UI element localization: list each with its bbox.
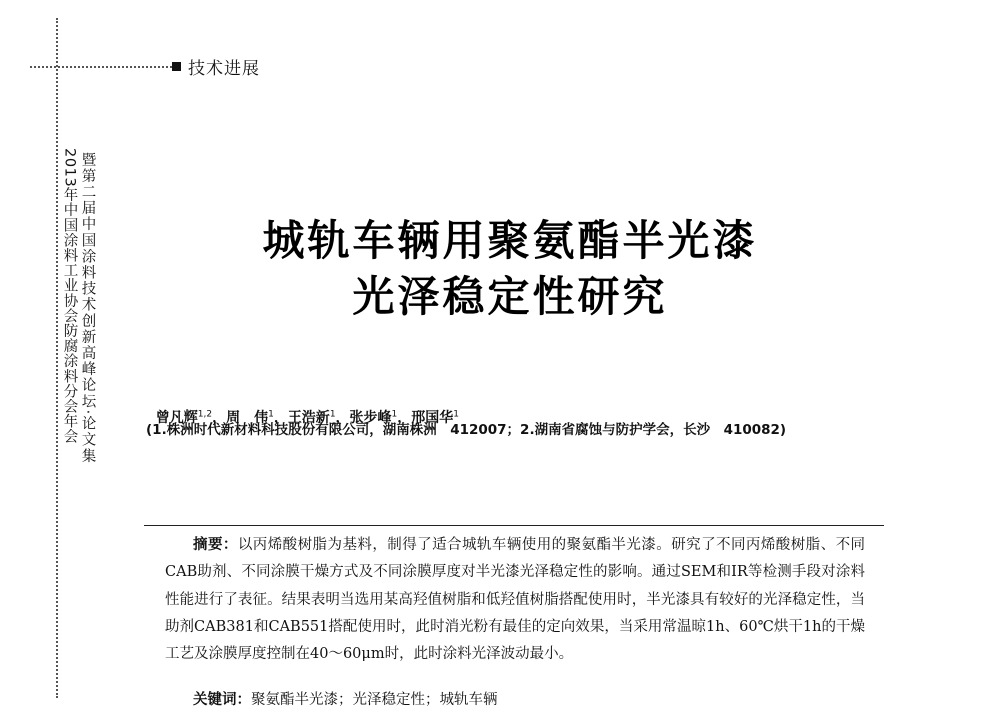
author-separator: ， xyxy=(273,410,288,426)
abstract-label: 摘要： xyxy=(193,537,238,553)
keyword-item: 聚氨酯半光漆 xyxy=(251,692,338,708)
side-text-line2: 2013年中国涂料工业协会防腐涂料分会年会 xyxy=(61,148,78,445)
author-separator: ， xyxy=(335,410,350,426)
keywords-label: 关键词： xyxy=(193,692,251,708)
author-name: 邢国华 xyxy=(411,410,454,426)
section-label: 技术进展 xyxy=(188,59,260,79)
margin-dotted-line xyxy=(56,18,58,698)
side-text-line1: 暨第二届中国涂料技术创新高峰论坛·论文集 xyxy=(79,152,96,465)
author-name: 王浩新 xyxy=(287,410,330,426)
keyword-item: 城轨车辆 xyxy=(439,692,498,708)
author-separator: ， xyxy=(397,410,412,426)
title-line1: 城轨车辆用聚氨酯半光漆 xyxy=(262,216,758,265)
keyword-item: 光泽稳定性 xyxy=(352,692,425,708)
author-affil-mark: 1 xyxy=(329,409,336,420)
author-separator: ， xyxy=(212,410,227,426)
keyword-separator: ； xyxy=(425,692,440,708)
author-name: 曾凡辉 xyxy=(155,410,198,426)
header-dotted-leader xyxy=(30,66,172,68)
author-affil-mark: 1 xyxy=(268,409,274,420)
author-affil-mark: 1 xyxy=(391,409,398,420)
keywords xyxy=(193,688,498,709)
abstract-text: 以丙烯酸树脂为基料，制得了适合城轨车辆使用的聚氨酯半光漆。研究了不同丙烯酸树脂、不同CAB助剂、不同涂膜干燥方式及不同涂膜厚度对半光漆光泽稳定性的影响。通过SEM和IR等检测手段对涂料性能进行了表征。结果表明当选用某高羟值树脂和低羟值树脂搭配使用时，半光漆具有较好的光泽稳定性，当助剂CAB381和CAB551搭配使用时，此时消光粉有最佳的定向效果，当采用常温晾1h、60℃烘干1h的干燥工艺及涂膜厚度控制在40～60μm时，此时涂料光泽波动最小。 xyxy=(165,537,866,663)
author-affil-mark: 1 xyxy=(453,409,460,420)
author-affil-mark: 1,2 xyxy=(197,409,213,420)
affiliation: (1.株洲时代新材料科技股份有限公司，湖南株洲 412007；2.湖南省腐蚀与防护学会，长沙 410082) xyxy=(146,422,787,438)
author-name: 张步峰 xyxy=(349,410,392,426)
abstract xyxy=(165,532,865,668)
header-square-icon xyxy=(172,62,181,71)
author-name: 周 伟 xyxy=(226,410,269,426)
title-line2: 光泽稳定性研究 xyxy=(352,272,668,321)
abstract-divider xyxy=(144,525,884,526)
keyword-separator: ； xyxy=(338,692,353,708)
